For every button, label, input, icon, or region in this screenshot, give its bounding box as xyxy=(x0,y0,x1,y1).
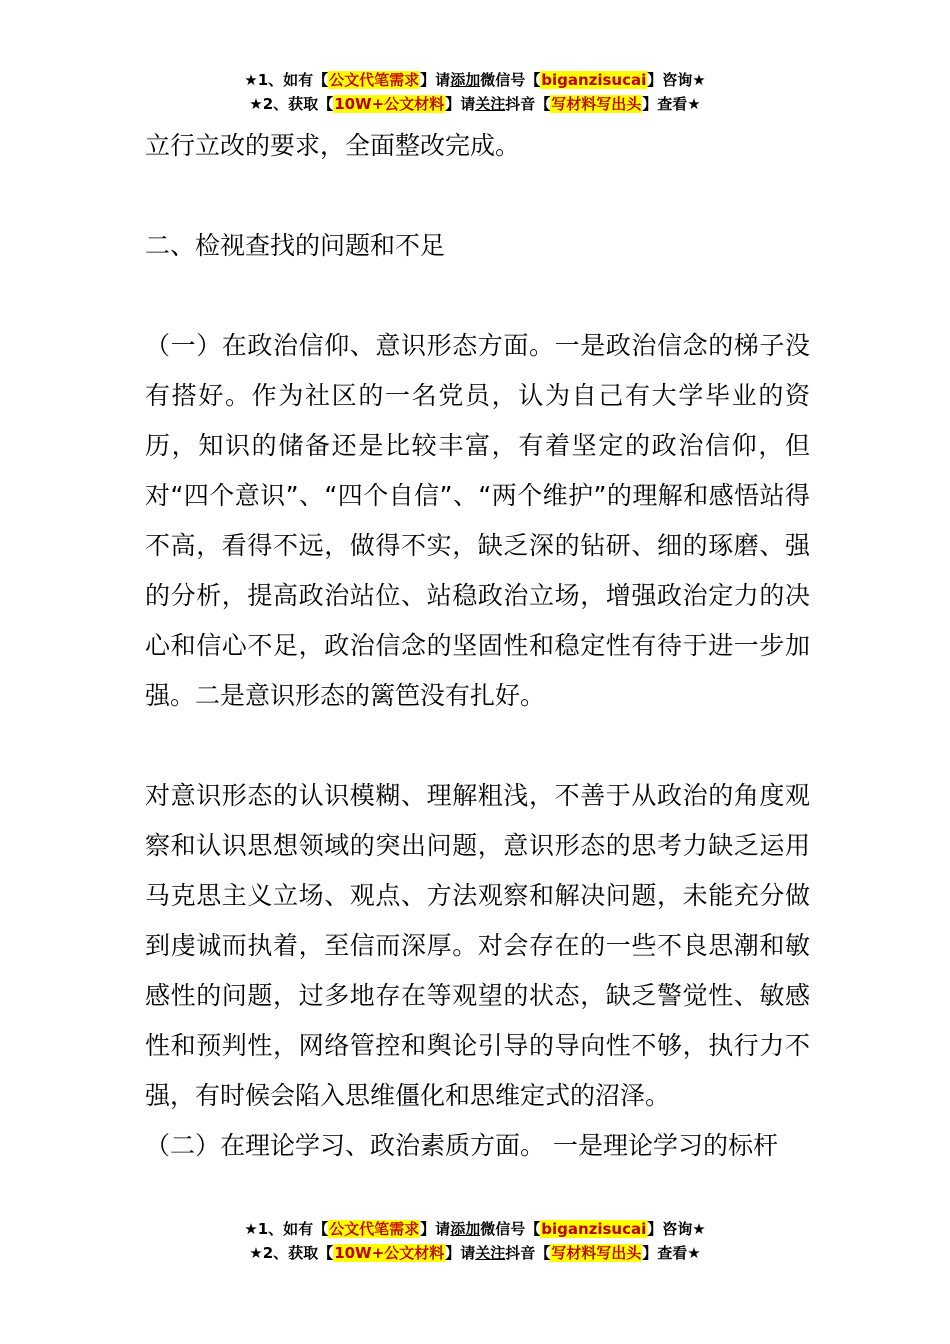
banner-highlight: 10W+公文材料 xyxy=(334,1244,445,1262)
banner-highlight: 公文代笔需求 xyxy=(329,1220,420,1238)
document-body xyxy=(145,121,810,1171)
banner-line-1: ★1、如有【公文代笔需求】请添加微信号【biganzisucai】咨询★ xyxy=(244,1220,706,1238)
banner-highlight: biganzisucai xyxy=(541,71,647,89)
header-banner xyxy=(0,68,950,116)
banner-highlight: 10W+公文材料 xyxy=(334,95,445,113)
section-heading: 二、检视查找的问题和不足 xyxy=(145,231,446,260)
paragraph: （二）在理论学习、政治素质方面。 一是理论学习的标杆 xyxy=(145,1131,778,1160)
banner-highlight: 公文代笔需求 xyxy=(329,71,420,89)
banner-line-2: ★2、获取【10W+公文材料】请关注抖音【写材料写出头】查看★ xyxy=(249,1244,701,1262)
banner-line-1: ★1、如有【公文代笔需求】请添加微信号【biganzisucai】咨询★ xyxy=(244,71,706,89)
banner-highlight: 写材料写出头 xyxy=(551,1244,642,1262)
banner-line-2: ★2、获取【10W+公文材料】请关注抖音【写材料写出头】查看★ xyxy=(249,95,701,113)
paragraph-gap xyxy=(145,171,810,221)
paragraph: （一）在政治信仰、意识形态方面。一是政治信念的梯子没有搭好。作为社区的一名党员，认为自己有大学毕业的资历，知识的储备还是比较丰富，有着坚定的政治信仰，但对“四个意识”、“四个自信”、“两个维护”的理解和感悟站得不高，看得不远，做得不实，缺乏深的钻研、细的琢磨、强的分析，提高政治站位、站稳政治立场，增强政治定力的决心和信心不足，政治信念的坚固性和稳定性有待于进一步加强。二是意识形态的篱笆没有扎好。 xyxy=(145,331,810,710)
paragraph: 对意识形态的认识模糊、理解粗浅，不善于从政治的角度观察和认识思想领域的突出问题，意识形态的思考力缺乏运用马克思主义立场、观点、方法观察和解决问题，未能充分做到虔诚而执着，至信而深厚。对会存在的一些不良思潮和敏感性的问题，过多地存在等观望的状态，缺乏警觉性、敏感性和预判性，网络管控和舆论引导的导向性不够，执行力不强，有时候会陷入思维僵化和思维定式的沼泽。 xyxy=(145,781,810,1110)
banner-highlight: biganzisucai xyxy=(541,1220,647,1238)
footer-banner xyxy=(0,1217,950,1265)
paragraph: 立行立改的要求，全面整改完成。 xyxy=(145,131,521,160)
paragraph-gap xyxy=(145,271,810,321)
banner-highlight: 写材料写出头 xyxy=(551,95,642,113)
paragraph-gap xyxy=(145,721,810,771)
